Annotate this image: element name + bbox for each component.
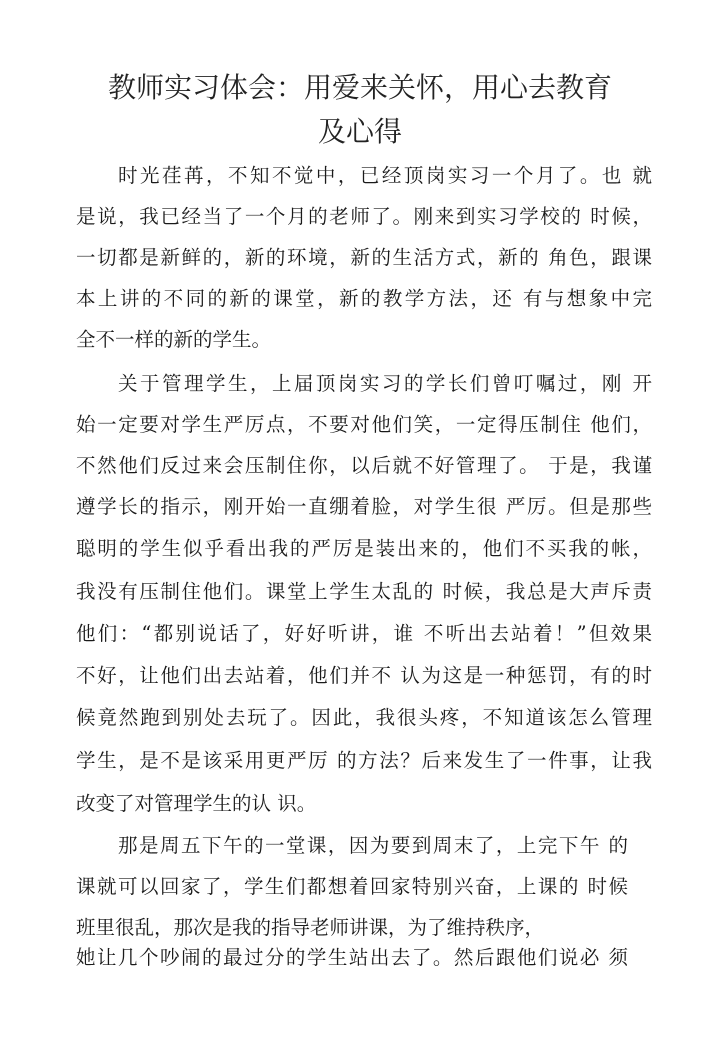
document-title-line-1: 教师实习体会：用爱来关怀，用心去教育 (107, 71, 612, 104)
paragraph-2-line-10: 学生，是不是该采用更严厉 的方法？后来发生了一件事，让我 (76, 749, 652, 772)
paragraph-2-line-7: 他们：“都别说话了，好好听讲，谁 不听出去站着！”但效果 (76, 622, 652, 645)
paragraph-2-line-9: 候竟然跑到别处去玩了。因此，我很头疼，不知道该怎么管理 (76, 706, 652, 729)
paragraph-2-line-3: 不然他们反过来会压制住你，以后就不好管理了。 于是，我谨 (76, 454, 652, 477)
paragraph-1-line-2: 是说，我已经当了一个月的老师了。刚来到实习学校的 时候， (76, 205, 652, 228)
paragraph-3-line-1: 那是周五下午的一堂课，因为要到周末了，上完下午 的 (118, 834, 628, 857)
paragraph-2-line-11: 改变了对管理学生的认 识。 (76, 792, 317, 815)
document-title-line-2: 及心得 (317, 115, 402, 148)
paragraph-2-line-5: 聪明的学生似乎看出我的严厉是装出来的，他们不买我的帐， (76, 537, 652, 560)
paragraph-3-line-3: 班里很乱，那次是我的指导老师讲课，为了维持秩序， (76, 916, 545, 939)
paragraph-2-line-6: 我没有压制住他们。课堂上学生太乱的 时候，我总是大声斥责 (76, 580, 652, 603)
paragraph-1-line-1: 时光荏苒，不知不觉中，已经顶岗实习一个月了。也 就 (118, 164, 652, 187)
paragraph-3-line-2: 课就可以回家了，学生们都想着回家特别兴奋，上课的 时候 (76, 875, 628, 898)
paragraph-2-line-4: 遵学长的指示，刚开始一直绷着脸，对学生很 严厉。但是那些 (76, 495, 652, 518)
paragraph-1-line-4: 本上讲的不同的新的课堂，新的教学方法，还 有与想象中完 (76, 287, 652, 310)
paragraph-2-line-8: 不好，让他们出去站着，他们并不 认为这是一种惩罚，有的时 (76, 664, 652, 687)
paragraph-2-line-1: 关于管理学生，上届顶岗实习的学长们曾叮嘱过，刚 开 (118, 372, 652, 395)
paragraph-2-line-2: 始一定要对学生严厉点，不要对他们笑，一定得压制住 他们， (76, 413, 652, 436)
paragraph-1-line-3: 一切都是新鲜的，新的环境，新的生活方式，新的 角色，跟课 (76, 246, 652, 269)
paragraph-3-line-4: 她让几个吵闹的最过分的学生站出去了。然后跟他们说必 须 (76, 946, 628, 969)
paragraph-1-line-5: 全不一样的新的学生。 (76, 328, 272, 351)
